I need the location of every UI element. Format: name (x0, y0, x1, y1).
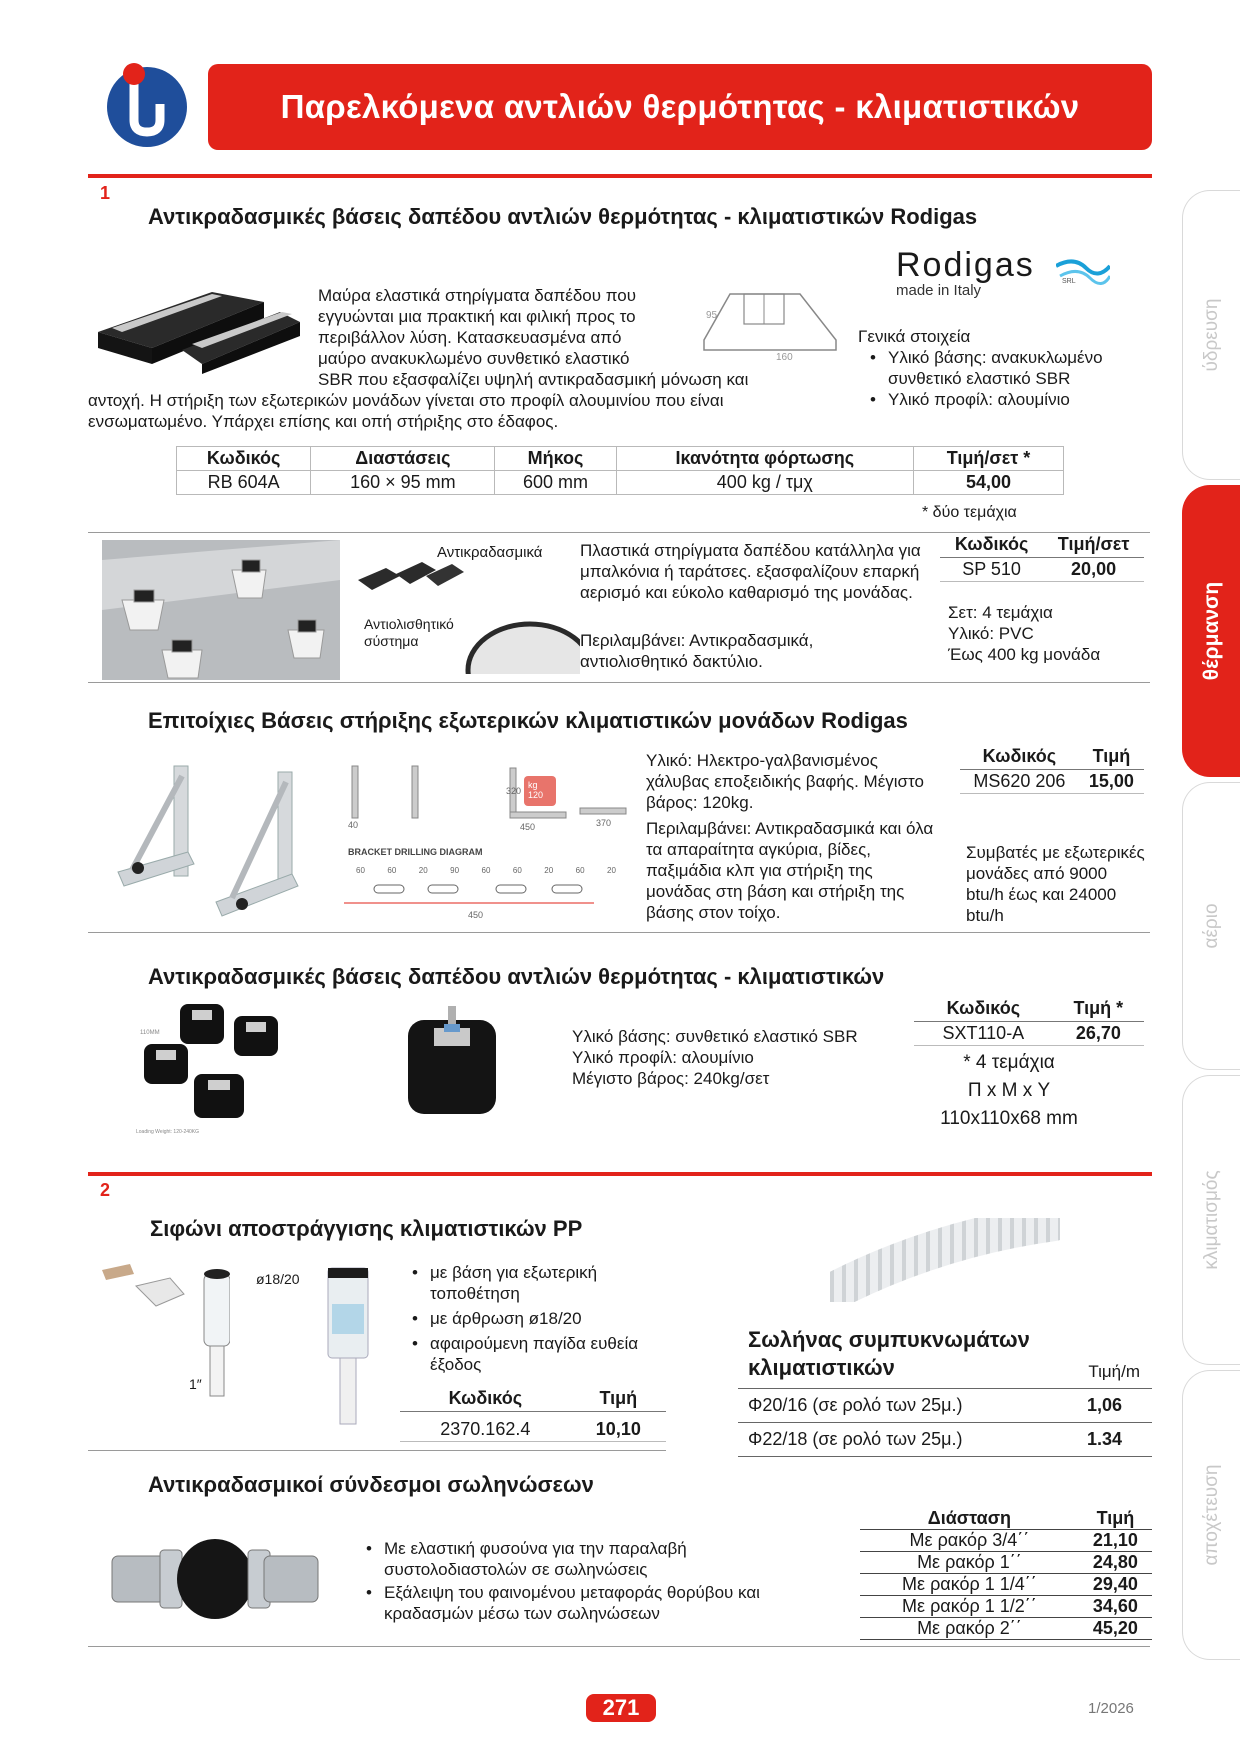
divider (88, 1450, 666, 1451)
col-header: Μήκος (495, 447, 616, 471)
wall-bracket-includes: Περιλαμβάνει: Αντικραδασμικά και όλα τα απαραίτητα αγκύρια, βίδες, παξιμάδια κλπ για στήριξη της μονάδας στη βάση και στήριξη της βάσης στον τοίχο. (646, 819, 934, 922)
siphon-exploded-image (100, 1260, 230, 1424)
floor-base-specs: Υλικό βάσης: συνθετικό ελαστικό SBR Υλικό προφίλ: αλουμίνιο Μέγιστο βάρος: 240kg/σετ (572, 1027, 858, 1088)
col-header: Διάσταση (927, 1508, 1012, 1528)
siphon-photo (322, 1264, 374, 1426)
siphon-title: Σιφώνι αποστράγγισης κλιματιστικών PP (150, 1216, 583, 1241)
wall-bracket-photo (98, 752, 330, 924)
plastic-support-table (940, 534, 1144, 582)
diagram-length: 450 (520, 822, 536, 832)
profile-drawing (700, 290, 840, 362)
page-number: 271 (586, 1694, 656, 1722)
floor-base-set-photo (134, 996, 294, 1136)
label-antivibration: Αντικραδασμικά (437, 544, 543, 561)
section-divider (88, 1172, 1152, 1176)
col-header: Τιμή (571, 1388, 666, 1412)
wall-brackets-title: Επιτοίχιες Βάσεις στήριξης εξωτερικών κλιματιστικών μονάδων Rodigas (148, 708, 908, 733)
wall-bracket-table (960, 746, 1144, 794)
siphon-diameter-label: ø18/20 (256, 1271, 300, 1287)
feature-item: • Με ελαστική φυσούνα για την παραλαβή συστολοδιαστολών σε σωληνώσεις (364, 1538, 834, 1580)
feature-item: • με βάση για εξωτερική τοποθέτηση (410, 1262, 660, 1304)
wall-bracket-compat: Συμβατές με εξωτερικές μονάδες από 9000 btu/h έως και 24000 btu/h (966, 843, 1145, 925)
wall-bracket-material: Υλικό: Ηλεκτρο-γαλβανισμένος χάλυβας εποξειδικής βαφής. Μέγιστο βάρος: 120kg. (646, 751, 924, 812)
rodigas-srl: SRL (1062, 278, 1076, 285)
section-title: Αντικραδασμικές βάσεις δαπέδου αντλιών θερμότητας - κλιματιστικών Rodigas (148, 204, 978, 229)
rubber-base-description-cont: SBR που εξασφαλίζει υψηλή αντικραδασμική μόνωση και αντοχή. Η στήριξη των εξωτερικών μονάδων γίνεται στο προφίλ αλουμινίου που είναι ενσωματωμένο. Υπάρχει επίσης και οπή στήριξης στο έδαφος. (88, 370, 749, 431)
floor-bases-title: Αντικραδασμικές βάσεις δαπέδου αντλιών θερμότητας - κλιματιστικών (148, 964, 885, 989)
feature-item: • αφαιρούμενη παγίδα ευθεία έξοδος (410, 1333, 660, 1375)
diagram-weight: kg 120 (528, 780, 544, 800)
footnote: * δύο τεμάχια (922, 504, 1017, 521)
photo-size-label: 110MM (140, 1030, 160, 1036)
drawing-height: 95 (706, 310, 718, 321)
diagram-total: 450 (468, 910, 484, 920)
col-header: Κωδικός (914, 998, 1053, 1022)
rubber-base-photo (92, 282, 304, 374)
divider (88, 932, 1150, 933)
general-spec-item: • Υλικό βάσης: ανακυκλωμένο συνθετικό ελαστικό SBR (868, 347, 1158, 389)
col-header: Τιμή/m (1088, 1362, 1140, 1381)
table-row: Φ22/18 (σε ρολό των 25μ.) 1.34 (738, 1423, 1152, 1457)
edition-label: 1/2026 (1088, 1700, 1134, 1717)
hose-table (738, 1362, 1152, 1457)
divider (88, 1646, 1150, 1647)
page-title: Παρελκόμενα αντλιών θερμότητας - κλιματιστικών (208, 64, 1152, 150)
rodigas-logo: Rodigas (896, 246, 1035, 284)
section-number: 2 (100, 1180, 111, 1200)
general-specs (858, 326, 1158, 410)
photo-load-label: Loading Weight: 120-240KG (136, 1129, 200, 1135)
diagram-height: 320 (506, 786, 522, 796)
plastic-support-photo (102, 540, 340, 680)
tab-thermansi[interactable]: θέρμανση (1182, 485, 1240, 777)
general-spec-item: • Υλικό προφίλ: αλουμίνιο (868, 389, 1158, 410)
connector-features (364, 1538, 834, 1624)
antislip-ring-image (460, 618, 580, 674)
divider (88, 532, 1150, 533)
col-header: Κωδικός (400, 1388, 571, 1412)
col-header: Κωδικός (177, 447, 311, 471)
col-header: Τιμή/σετ (1043, 534, 1144, 558)
section-number: 1 (100, 183, 111, 203)
bracket-diagram (344, 758, 634, 918)
diagram-depth: 40 (348, 820, 359, 830)
col-header: Τιμή (1079, 746, 1144, 770)
label-antislip: Αντιολισθητικό σύστημα (364, 616, 454, 649)
col-header: Ικανότητα φόρτωσης (616, 447, 913, 471)
floor-base-table (914, 998, 1144, 1046)
table-row: Φ20/16 (σε ρολό των 25μ.) 1,06 (738, 1389, 1152, 1423)
col-header: Κωδικός (940, 534, 1043, 558)
rodigas-wave-logo (1056, 258, 1110, 292)
table-row: Με ρακόρ 1 1/2΄΄ 34,60 (860, 1596, 1152, 1618)
flexible-connector-image (108, 1536, 322, 1622)
tab-ydreusi[interactable]: ύδρευση (1182, 190, 1240, 480)
divider (88, 682, 1150, 683)
antivibration-pads-image (356, 556, 466, 598)
floor-base-notes: * 4 τεμάχια Π x Μ x Υ 110x110x68 mm (940, 1052, 1078, 1129)
diagram-title: BRACKET DRILLING DIAGRAM (348, 847, 483, 857)
table-row: RB 604A 160 × 95 mm 600 mm 400 kg / τμχ 54,00 (177, 471, 1064, 495)
plastic-support-desc: Πλαστικά στηρίγματα δαπέδου κατάλληλα για μπαλκόνια ή ταράτσες. εξασφαλίζουν επαρκή αερισμό και εύκολο καθαρισμό της μονάδας. (580, 541, 921, 602)
plastic-support-includes: Περιλαμβάνει: Αντικραδασμικά, αντιολισθητικό δακτύλιο. (580, 631, 814, 671)
company-logo (104, 60, 190, 150)
connectors-title: Αντικραδασμικοί σύνδεσμοι σωληνώσεων (148, 1472, 594, 1497)
hose-title: Σωλήνας συμπυκνωμάτων κλιματιστικών (748, 1327, 1030, 1380)
table-row: Με ρακόρ 1΄΄ 24,80 (860, 1552, 1152, 1574)
col-header: Τιμή * (1053, 998, 1144, 1022)
col-header: Τιμή (1096, 1508, 1135, 1528)
table-row: SXT110-A 26,70 (914, 1022, 1144, 1046)
tab-apochetefsi[interactable]: αποχέτευση (1182, 1370, 1240, 1660)
col-header: Διαστάσεις (311, 447, 495, 471)
plastic-support-specs: Σετ: 4 τεμάχια Υλικό: PVC Έως 400 kg μονάδα (948, 603, 1101, 664)
diagram-width: 370 (596, 818, 612, 828)
siphon-table (400, 1388, 666, 1442)
diagram-dimensions: 60 60 20 90 60 60 20 60 20 (356, 866, 616, 875)
rodigas-tagline: made in Italy (896, 282, 982, 299)
table-row: Με ρακόρ 2΄΄ 45,20 (860, 1618, 1152, 1640)
tab-aerio[interactable]: αέριο (1182, 782, 1240, 1070)
floor-base-single-photo (404, 1004, 500, 1118)
rubber-base-description: Μαύρα ελαστικά στηρίγματα δαπέδου που εγγυώνται μια πρακτική και φιλική προς το περιβάλλον λύση. Κατασκευασμένα από μαύρο ανακυκλωμένο συνθετικό ελαστικό (318, 286, 637, 368)
section-divider (88, 174, 1152, 178)
table-row: Με ρακόρ 3/4΄΄ 21,10 (860, 1530, 1152, 1552)
rubber-base-table (176, 446, 1064, 495)
siphon-features (410, 1262, 660, 1375)
drawing-width: 160 (776, 352, 793, 363)
feature-item: • με άρθρωση ø18/20 (410, 1308, 660, 1329)
table-row: MS620 206 15,00 (960, 770, 1144, 794)
table-row: 2370.162.4 10,10 (400, 1412, 666, 1442)
siphon-inch-label: 1″ (189, 1376, 202, 1392)
feature-item: • Εξάλειψη του φαινομένου μεταφοράς θορύβου και κραδασμών μέσω των σωληνώσεων (364, 1582, 834, 1624)
col-header: Τιμή/σετ * (914, 447, 1064, 471)
tab-klimatismos[interactable]: κλιματισμός (1182, 1075, 1240, 1365)
connector-price-table (860, 1508, 1152, 1640)
general-specs-title: Γενικά στοιχεία (858, 327, 971, 346)
col-header: Κωδικός (960, 746, 1079, 770)
table-row: Με ρακόρ 1 1/4΄΄ 29,40 (860, 1574, 1152, 1596)
table-row: SP 510 20,00 (940, 558, 1144, 582)
condensate-hose-image (830, 1218, 1060, 1302)
